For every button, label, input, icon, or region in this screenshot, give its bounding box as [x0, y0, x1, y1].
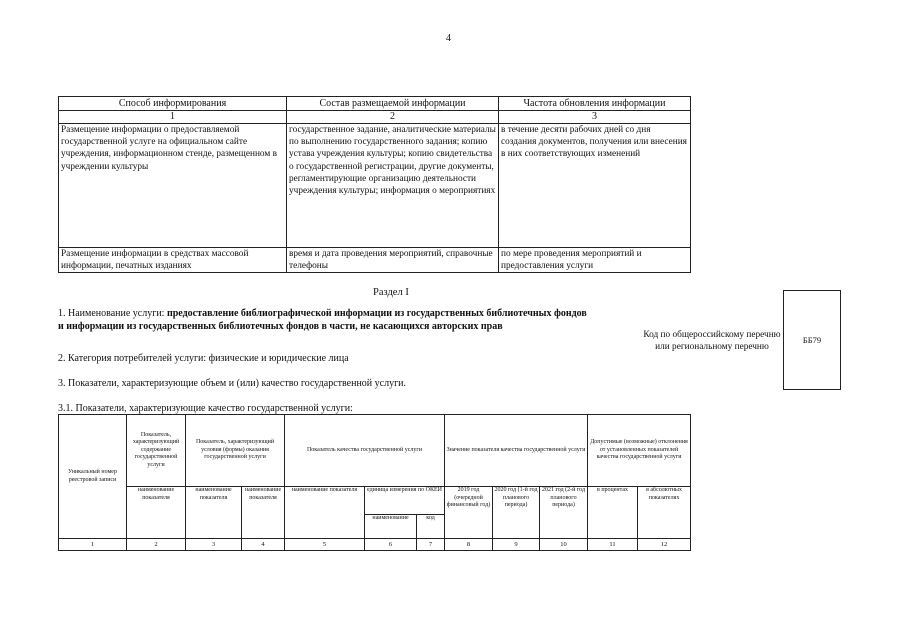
header-cell: наименование показателя	[242, 487, 285, 539]
table-header-row	[59, 487, 691, 515]
header-cell: Способ информирования	[59, 97, 287, 111]
table-cell: Размещение информации о предоставляемой государственной услуге на официальном сайте учреждения, информационном стенде, размещенном в учреждении культуры	[59, 124, 287, 248]
header-cell: код	[417, 515, 445, 539]
header-cell: наименование	[365, 515, 417, 539]
column-number: 5	[285, 539, 365, 551]
column-number: 2	[127, 539, 186, 551]
header-cell: Состав размещаемой информации	[287, 97, 499, 111]
table-cell: время и дата проведения мероприятий, справочные телефоны	[287, 248, 499, 273]
registry-code-label: Код по общероссийскому перечню или региональному перечню	[643, 330, 781, 352]
registry-code-box	[783, 290, 841, 390]
section-title: Раздел I	[373, 287, 409, 298]
column-number: 9	[493, 539, 540, 551]
header-cell: наименование показателя	[127, 487, 186, 539]
table-cell: Размещение информации в средствах массовой информации, печатных изданиях	[59, 248, 287, 273]
indicators-line: 3. Показатели, характеризующие объем и (или) качество государственной услуги.	[58, 378, 407, 389]
table-row	[59, 124, 691, 248]
unit-header: единица измерения по ОКЕИ	[365, 487, 445, 515]
header-cell: Частота обновления информации	[499, 97, 691, 111]
information-table	[58, 96, 691, 273]
year-header: 2020 год (1-й год планового периода)	[493, 487, 540, 539]
table-cell: по мере проведения мероприятий и предоставления услуги	[499, 248, 691, 273]
value-header: Значение показателя качества государственной услуги	[445, 415, 588, 487]
column-number: 1	[59, 111, 287, 124]
header-cell: наименование показателя	[186, 487, 242, 539]
table-cell: государственное задание, аналитические материалы по выполнению государственного задания; копию устава учреждения культуры; копию свидетельства о государственной регистрации, другие документы, регламентирующие организацию деятельности учреждения культуры; информация о мероприятиях	[287, 124, 499, 248]
quality-header: Показатель качества государственной услуги	[285, 415, 445, 487]
column-number: 7	[417, 539, 445, 551]
page-number: 4	[446, 33, 451, 44]
table-header-row	[59, 415, 691, 487]
service-name-line	[58, 307, 588, 333]
column-number: 6	[365, 539, 417, 551]
column-number: 4	[242, 539, 285, 551]
header-cell: в абсолютных показателях	[638, 487, 691, 539]
column-number: 1	[59, 539, 127, 551]
table-cell: в течение десяти рабочих дней со дня создания документов, получения или внесения в них соответствующих изменений	[499, 124, 691, 248]
year-header: 2019 год (очередной финансовый год)	[445, 487, 493, 539]
conditions-header: Показатель, характеризующий условия (формы) оказания государственной услуги	[186, 415, 285, 487]
column-number: 2	[287, 111, 499, 124]
column-number: 3	[499, 111, 691, 124]
header-cell: наименование показателя	[285, 487, 365, 539]
column-number-row	[59, 111, 691, 124]
column-number: 3	[186, 539, 242, 551]
column-number: 11	[588, 539, 638, 551]
quality-indicators-line: 3.1. Показатели, характеризующие качество государственной услуги:	[58, 403, 353, 414]
year-header: 2021 год (2-й год планового периода)	[540, 487, 588, 539]
service-label: 1. Наименование услуги:	[58, 308, 167, 319]
table-header-row	[59, 97, 691, 111]
quality-indicators-table	[58, 414, 691, 551]
column-number: 10	[540, 539, 588, 551]
column-number: 8	[445, 539, 493, 551]
deviation-header: Допустимые (возможные) отклонения от установленных показателей качества государственной услуги	[588, 415, 691, 487]
column-number-row	[59, 539, 691, 551]
registry-code-value: ББ79	[802, 335, 822, 345]
column-number: 12	[638, 539, 691, 551]
consumer-category-line: 2. Категория потребителей услуги: физические и юридические лица	[58, 353, 349, 364]
header-cell: в процентах	[588, 487, 638, 539]
service-name: предоставление библиографической информации из государственных библиотечных фондов и информации из государственных библиотечных фондов в части, не касающихся авторских прав	[58, 308, 587, 332]
table-row	[59, 248, 691, 273]
registry-header: Уникальный номер реестровой записи	[59, 415, 127, 539]
content-header: Показатель, характеризующий содержание государственной услуги	[127, 415, 186, 487]
